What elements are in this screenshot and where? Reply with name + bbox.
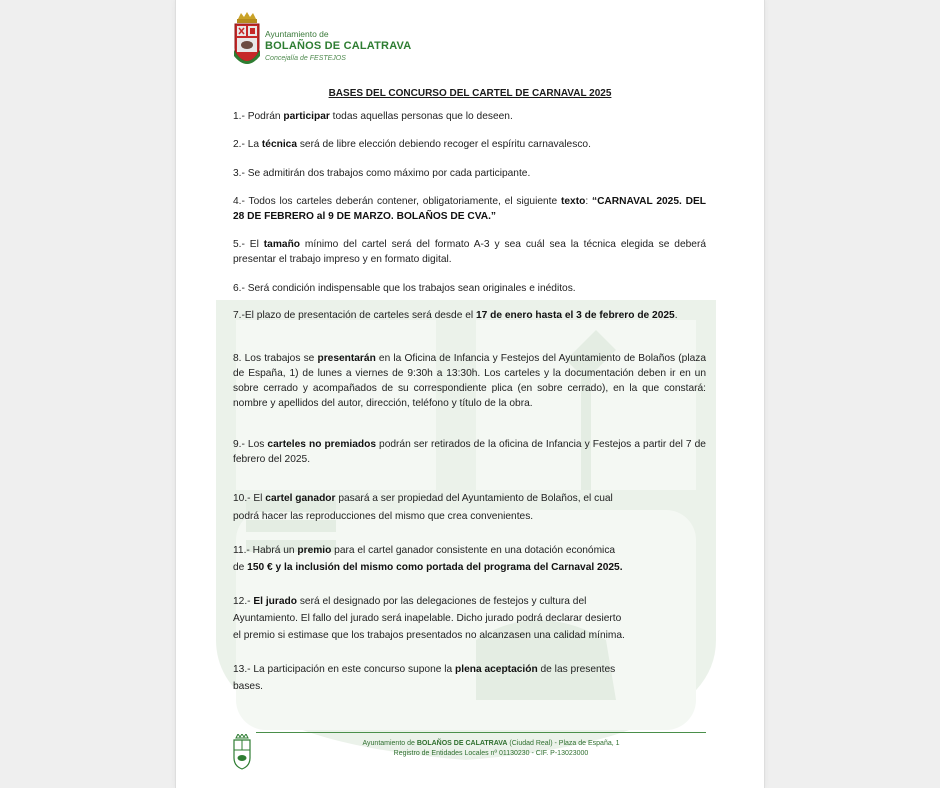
clause-9: 9.- Los carteles no premiados podrán ser retirados de la oficina de Infancia y Festejos a partir del 7 de febrero del 2025. [233, 439, 706, 465]
document-page [176, 0, 764, 788]
clause-12: 12.- El jurado será el designado por las delegaciones de festejos y cultura del [233, 596, 587, 607]
clause-5: 5.- El tamaño mínimo del cartel será del formato A-3 y sea cuál sea la técnica elegida se deberá presentar el trabajo impreso y en formato digital. [233, 239, 706, 265]
clause-3: 3.- Se admitirán dos trabajos como máximo por cada participante. [233, 168, 531, 179]
clause-1: 1.- Podrán participar todas aquellas personas que lo deseen. [233, 111, 513, 122]
clause-11: 11.- Habrá un premio para el cartel ganador consistente en una dotación económica [233, 545, 616, 556]
footer-divider [256, 732, 706, 733]
clause-13: 13.- La participación en este concurso supone la plena aceptación de las presentes [233, 664, 616, 675]
clause-6: 6.- Será condición indispensable que los trabajos sean originales e inéditos. [233, 283, 576, 294]
clause-12-line-2: Ayuntamiento. El fallo del jurado será inapelable. Dicho jurado podrá declarar desierto [233, 613, 622, 624]
clause-7: 7.-El plazo de presentación de carteles será desde el 17 de enero hasta el 3 de febrero de 2025. [233, 310, 678, 321]
clause-10: 10.- El cartel ganador pasará a ser propiedad del Ayuntamiento de Bolaños, el cual [233, 493, 613, 504]
municipal-crest-icon [232, 12, 262, 70]
footer-line-2: Registro de Entidades Locales nº 01130230 - CIF. P-13023000 [393, 750, 589, 757]
footer-address [276, 739, 706, 759]
header-department: Concejalía de FESTEJOS [265, 55, 346, 62]
footer-line-1: Ayuntamiento de BOLAÑOS DE CALATRAVA (Ciudad Real) - Plaza de España, 1 [362, 740, 620, 747]
clause-13-line-2: bases. [233, 681, 264, 692]
clause-4: 4.- Todos los carteles deberán contener, obligatoriamente, el siguiente texto: “CARNAVAL 2025. DEL 28 DE FEBRERO al 9 DE MARZO. BOLAÑOS DE CVA.” [233, 196, 706, 222]
header-line-1: Ayuntamiento de [265, 29, 329, 39]
clause-11-line-2: de 150 € y la inclusión del mismo como portada del programa del Carnaval 2025. [233, 562, 623, 573]
document-title: BASES DEL CONCURSO DEL CARTEL DE CARNAVAL 2025 [328, 88, 612, 99]
clause-12-line-3: el premio si estimase que los trabajos presentados no alcanzasen una calidad mínima. [233, 630, 625, 641]
header-municipality-name: BOLAÑOS DE CALATRAVA [265, 40, 412, 52]
clause-2: 2.- La técnica será de libre elección debiendo recoger el espíritu carnavalesco. [233, 139, 591, 150]
municipal-header [232, 12, 432, 74]
clause-10-line-2: podrá hacer las reproducciones del mismo que crea convenientes. [233, 511, 534, 522]
clause-8: 8. Los trabajos se presentarán en la Oficina de Infancia y Festejos del Ayuntamiento de Bolaños (plaza de España, 1) de lunes a viernes de 9:30h a 13:30h. Los carteles y la documentación deben ir en un sobre cerrado y acompañados de su correspondiente plica (en sobre cerrado), en la que constará: nombre y apellidos del autor, dirección, teléfono y título de la obra. [233, 353, 707, 409]
footer-crest-icon [232, 734, 252, 770]
